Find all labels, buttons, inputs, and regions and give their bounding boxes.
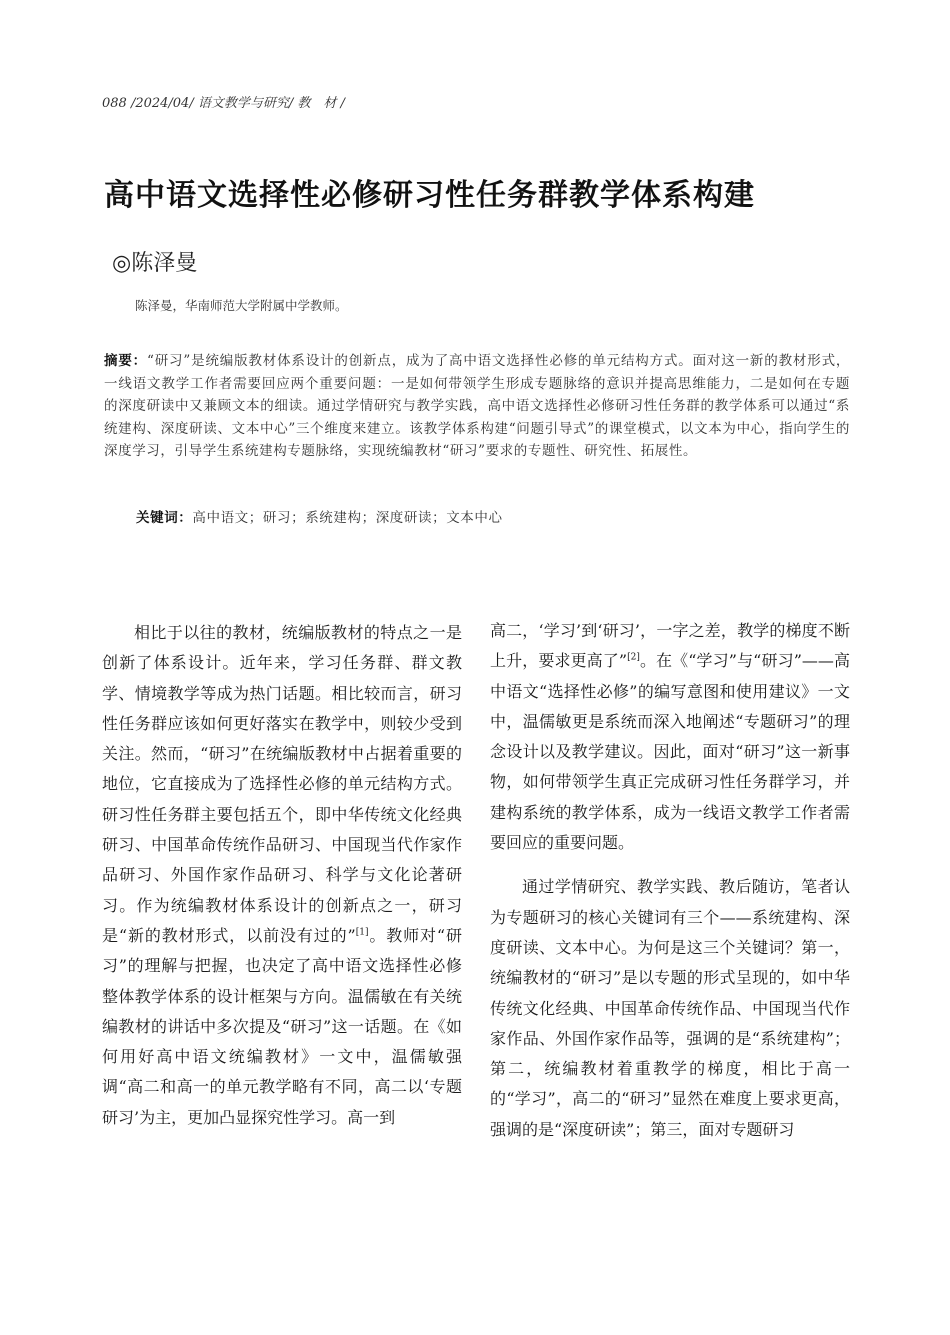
body-column-left (102, 618, 462, 1133)
body-column-right (490, 616, 850, 1145)
abstract (104, 350, 850, 463)
running-head: 088 /2024/04/ 语文教学与研究/ 教 材 / (102, 96, 345, 111)
body-paragraph (102, 618, 462, 1133)
keywords (136, 506, 503, 526)
paragraph-text: 相比于以往的教材，统编版教材的特点之一是创新了体系设计。近年来，学习任务群、群文教学、情境教学等成为热门话题。相比较而言，研习性任务群应该如何更好落实在教学中，则较少受到关注。然而，“研习”在统编版教材中占据着重要的地位，它直接成为了选择性必修的单元结构方式。研习性任务群主要包括五个，即中华传统文化经典研习、中国革命传统作品研习、中国现当代作家作品研习、外国作家作品研习、科学与文化论著研习。作为统编教材体系设计的创新点之一，研习是“新的教材形式，以前没有过的” (102, 623, 462, 945)
paragraph-text: 。在《“学习”与“研习”——高中语文“选择性必修”的编写意图和使用建议》一文中，温儒敏更是系统而深入地阐述“专题研习”的理念设计以及教学建议。因此，面对“研习”这一新事物，如何带领学生真正完成研习性任务群学习，并建构系统的教学体系，成为一线语文教学工作者需要回应的重要问题。 (490, 651, 850, 853)
body-paragraph (490, 616, 850, 858)
article-title: 高中语文选择性必修研习性任务群教学体系构建 (104, 178, 755, 213)
citation-ref: [2] (627, 652, 640, 663)
body-paragraph: 通过学情研究、教学实践、教后随访，笔者认为专题研习的核心关键词有三个——系统建构、深度研读、文本中心。为何是这三个关键词？第一，统编教材的“研习”是以专题的形式呈现的，如中华传统文化经典、中国革命传统作品、中国现当代作家作品、外国作家作品等，强调的是“系统建构”；第二，统编教材着重教学的梯度，相比于高一的“学习”，高二的“研习”显然在难度上要求更高，强调的是“深度研读”；第三，面对专题研习 (490, 877, 850, 1139)
abstract-text: “研习”是统编版教材体系设计的创新点，成为了高中语文选择性必修的单元结构方式。面对这一新的教材形式，一线语文教学工作者需要回应两个重要问题：一是如何带领学生形成专题脉络的意识并提高思维能力，二是如何在专题的深度研读中又兼顾文本的细读。通过学情研究与教学实践，高中语文选择性必修研习性任务群的教学体系可以通过“系统建构、深度研读、文本中心”三个维度来建立。该教学体系构建“问题引导式”的课堂模式，以文本为中心，指向学生的深度学习，引导学生系统建构专题脉络，实现统编教材“研习”要求的专题性、研究性、拓展性。 (104, 353, 850, 459)
author-affiliation: 陈泽曼，华南师范大学附属中学教师。 (135, 298, 348, 313)
author-name: ◎陈泽曼 (112, 251, 198, 276)
abstract-label: 摘要： (104, 353, 147, 369)
citation-ref: [1] (355, 927, 369, 938)
paragraph-text: 高二，‘学习’到‘研习’，一字之差，教学的梯度不断上升，要求更高了” (490, 621, 850, 671)
keywords-text: 高中语文；研习；系统建构；深度研读；文本中心 (192, 510, 503, 526)
keywords-label: 关键词： (136, 510, 193, 526)
paragraph-text: 。教师对“研习”的理解与把握，也决定了高中语文选择性必修整体教学体系的设计框架与方向。温儒敏在有关统编教材的讲话中多次提及“研习”这一话题。在《如何用好高中语文统编教材》一文中，温儒敏强调“高二和高一的单元教学略有不同，高二以‘专题研习’为主，更加凸显探究性学习。高一到 (102, 925, 462, 1127)
